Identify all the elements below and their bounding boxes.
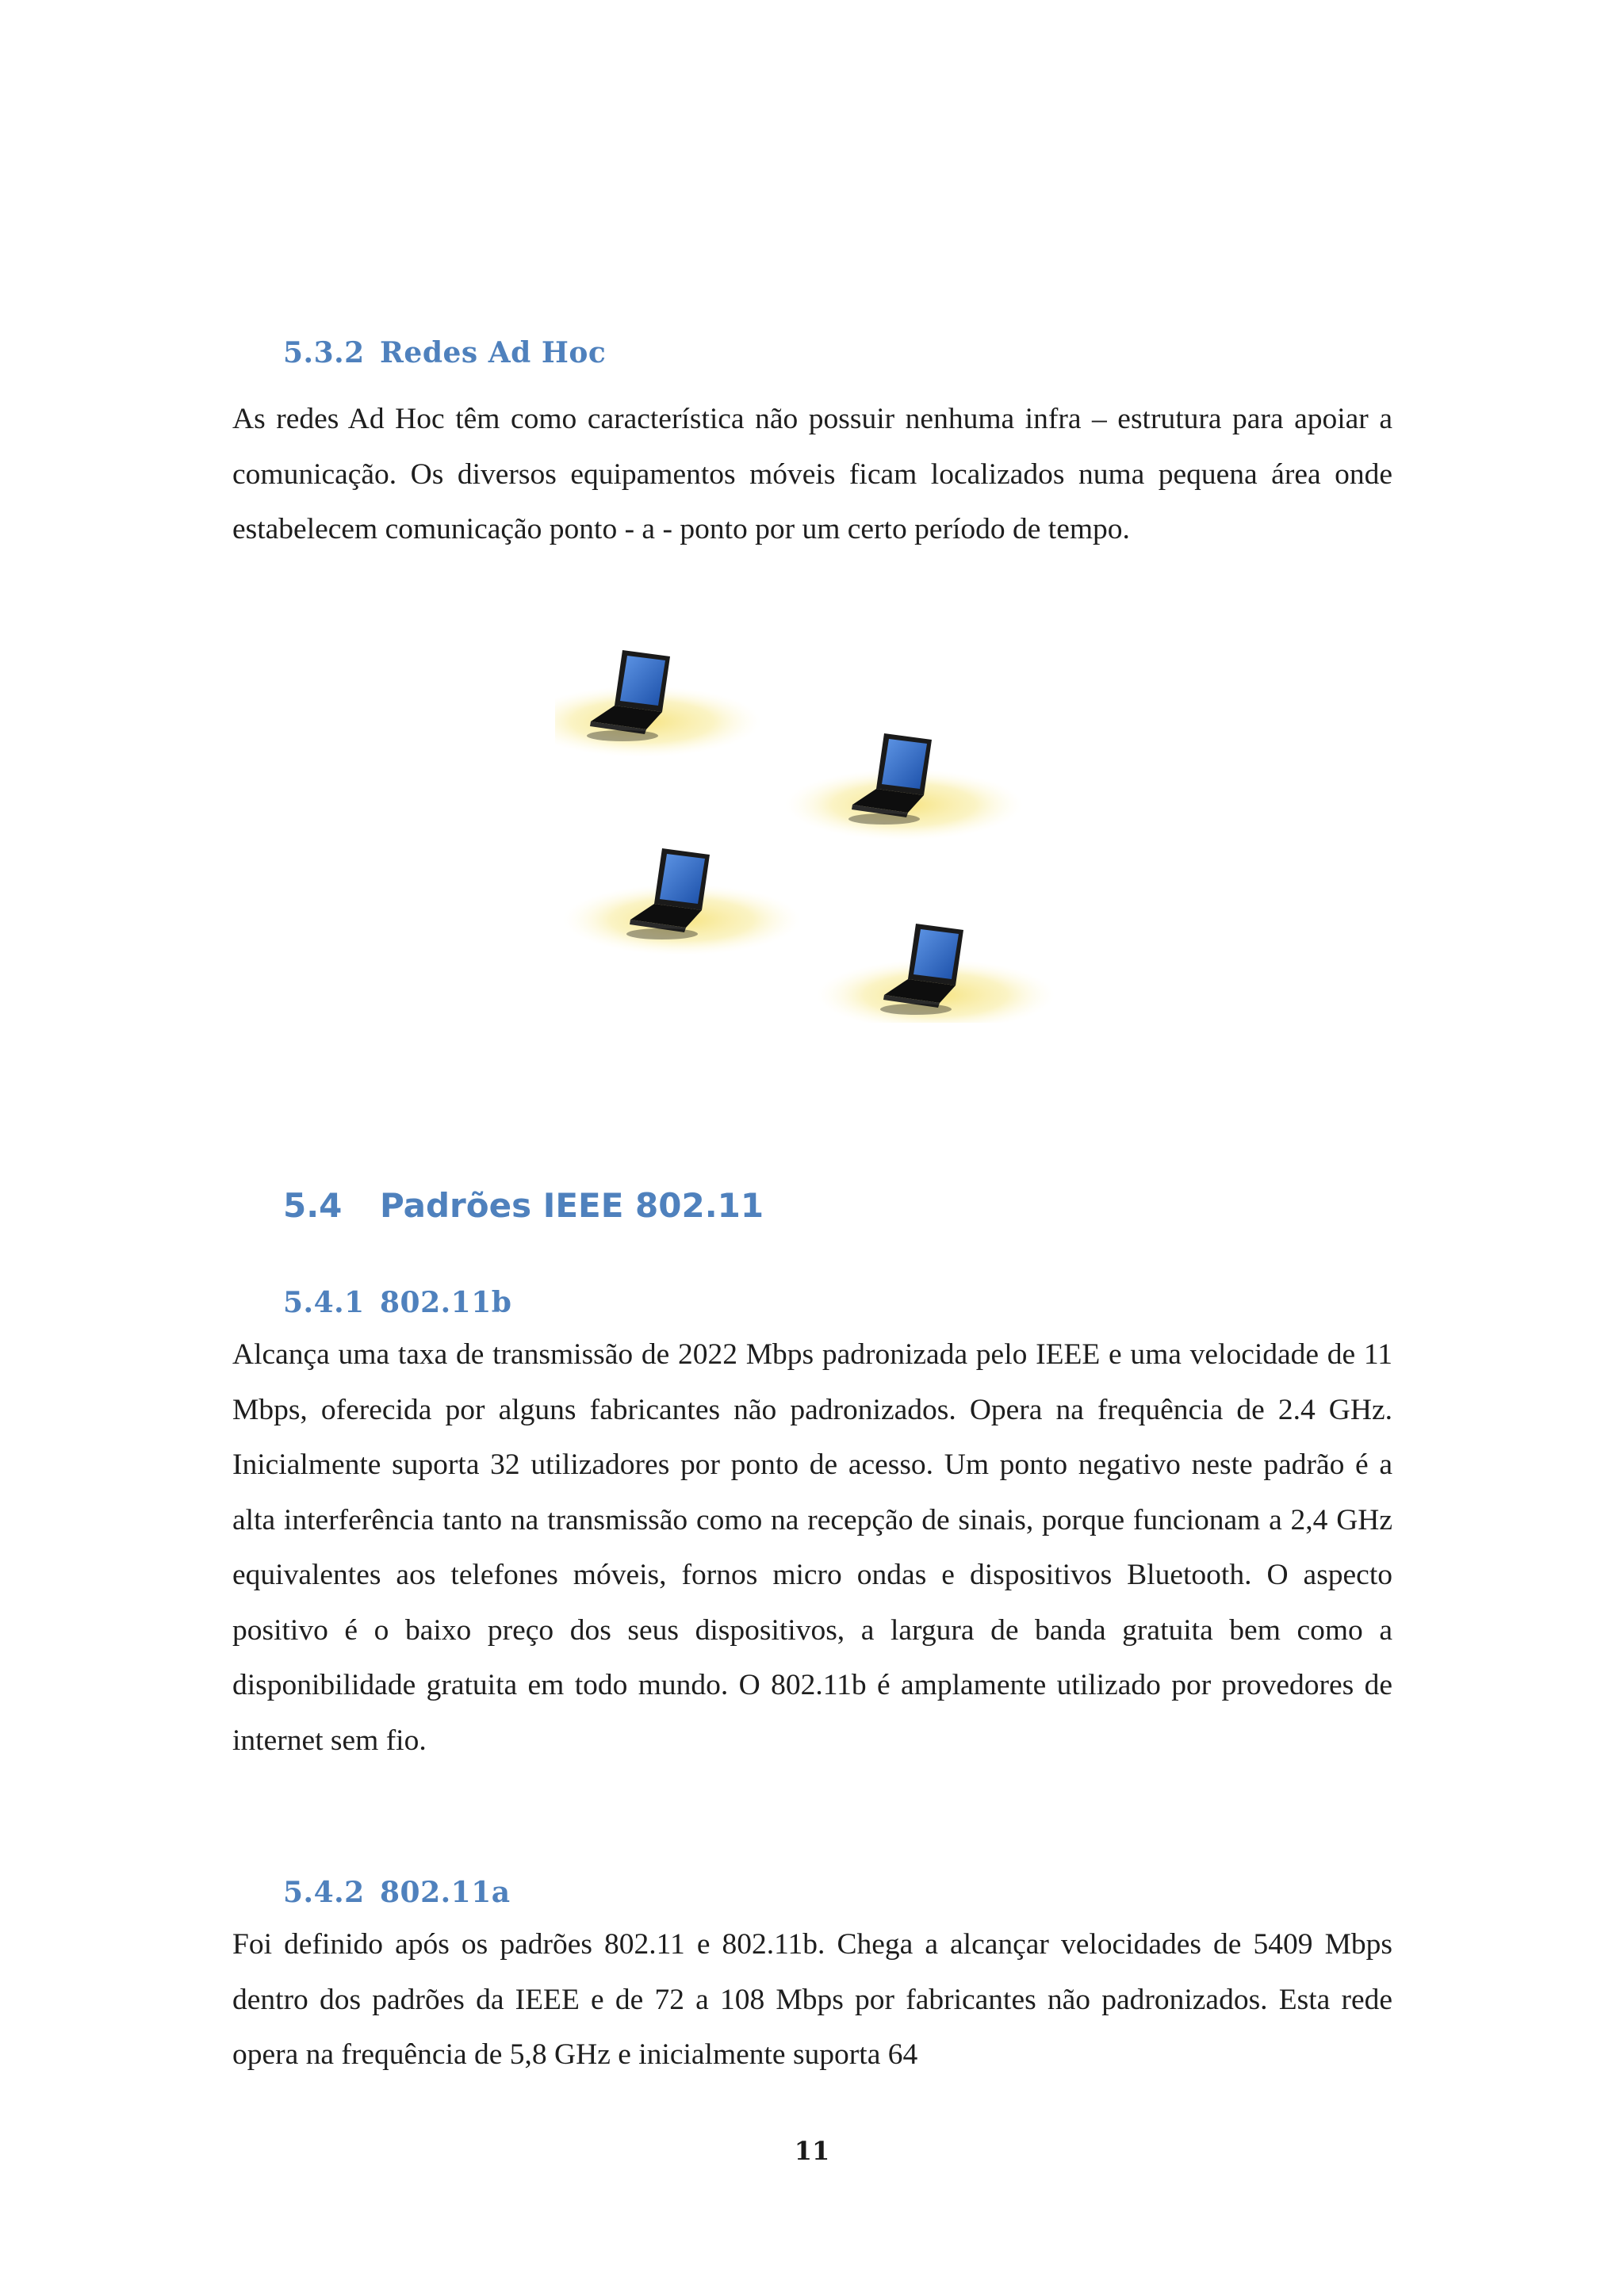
section-heading-5-4-2: [283, 1876, 511, 1909]
laptop-icon: [817, 924, 1055, 1023]
paragraph-802-11a: [232, 1917, 1392, 2083]
section-heading-5-4-1: [283, 1286, 511, 1319]
paragraph-text: As redes Ad Hoc têm como característica não possuir nenhuma infra – estrutura para apoiar a comunicação. Os diversos equipamentos móveis ficam localizados numa pequena área onde estabelecem comunicação ponto - a - ponto por um certo período de tempo.: [232, 403, 1392, 545]
laptop-icon: [563, 848, 801, 955]
paragraph-802-11b: [232, 1327, 1392, 1768]
section-heading-5-4: [283, 1186, 764, 1225]
section-heading-5-3-2: [283, 336, 606, 369]
section-title: Padrões IEEE 802.11: [380, 1186, 764, 1225]
section-number: 5.4.2: [283, 1876, 365, 1909]
section-number: 5.4.1: [283, 1286, 365, 1319]
laptop-icon: [555, 650, 761, 757]
paragraph-text: Foi definido após os padrões 802.11 e 802.11b. Chega a alcançar velocidades de 5409 Mbps dentro dos padrões da IEEE e de 72 a 108 Mbps por fabricantes não padronizados. Esta rede opera na frequência de 5,8 GHz e inicialmente suporta 64: [232, 1928, 1392, 2071]
section-number: 5.3.2: [283, 336, 365, 369]
page-number: 11: [794, 2136, 830, 2166]
section-title: Redes Ad Hoc: [380, 336, 607, 369]
section-title: 802.11a: [380, 1876, 511, 1909]
laptop-icon: [785, 733, 1023, 840]
paragraph-text: Alcança uma taxa de transmissão de 2022 Mbps padronizada pelo IEEE e uma velocidade de 11 Mbps, oferecida por alguns fabricantes não padronizados. Opera na frequência de 2.4 GHz. Inicialmente suporta 32 utilizadores por ponto de acesso. Um ponto negativo neste padrão é a alta interferência tanto na transmissão como na recepção de sinais, porque funcionam a 2,4 GHz equivalentes aos telefones móveis, fornos micro ondas e dispositivos Bluetooth. O aspecto positivo é o baixo preço dos seus dispositivos, a largura de banda gratuita bem como a disponibilidade gratuita em todo mundo. O 802.11b é amplamente utilizado por provedores de internet sem fio.: [232, 1338, 1392, 1757]
section-title: 802.11b: [380, 1286, 512, 1319]
ad-hoc-network-figure: [555, 610, 1110, 1023]
paragraph-redes-ad-hoc: [232, 392, 1392, 557]
section-number: 5.4: [283, 1186, 343, 1225]
